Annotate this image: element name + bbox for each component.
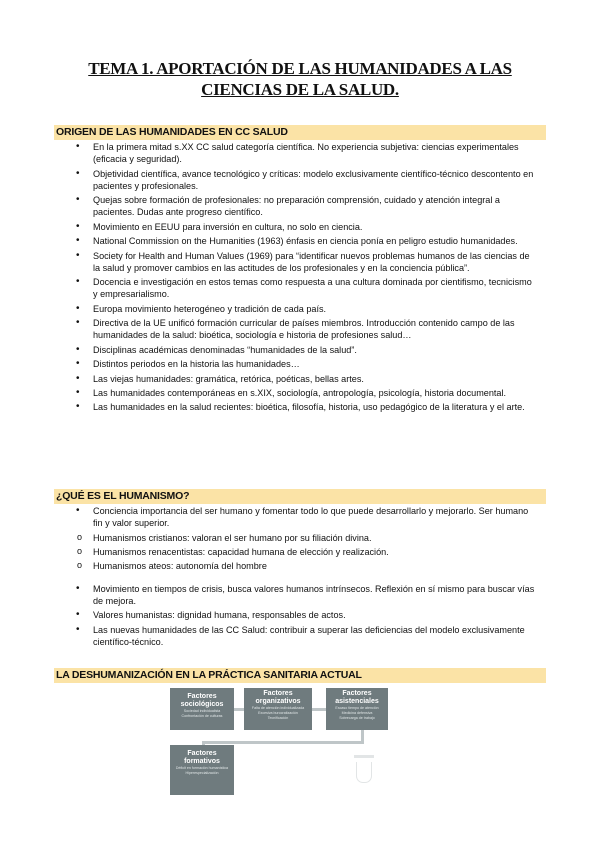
list-item: • Las nuevas humanidades de las CC Salud: contribuir a superar las deficiencias del modelo exclusivamente científico-técnico. (76, 624, 538, 648)
watermark-logo-icon (356, 762, 372, 783)
box-sub: Tecnificación (267, 716, 289, 720)
document-title (40, 58, 560, 100)
box-title: Factores formativos (184, 750, 220, 765)
box-sub: Excesiva burocratización (258, 711, 298, 715)
list-item: • Movimiento en tiempos de crisis, busca valores humanos intrínsecos. Reflexión en sí mismo para buscar vías de mejora. (76, 583, 538, 607)
list-item: o Humanismos renacentistas: capacidad humana de elección y realización. (76, 546, 538, 558)
origen-list (76, 141, 538, 416)
box-title: Factores asistenciales (335, 690, 379, 705)
list-item: • Las humanidades contemporáneas en s.XIX, sociología, antropología, psicología, historia documental. (76, 387, 538, 399)
box-factores-formativos (170, 745, 234, 795)
watermark-logo-icon (354, 755, 374, 758)
title-line-2: CIENCIAS DE LA SALUD. (201, 80, 399, 99)
box-factores-organizativos (244, 688, 312, 730)
box-sub: Confrontación de culturas (181, 714, 223, 718)
list-item: • Disciplinas académicas denominadas “humanidades de la salud”. (76, 344, 538, 356)
box-title: Factores sociológicos (180, 693, 224, 708)
box-sub: Escaso tiempo de atención (335, 706, 379, 710)
humanismo-list (76, 505, 538, 650)
connector (202, 741, 364, 744)
list-item: • En la primera mitad s.XX CC salud categoría científica. No experiencia subjetiva: ciencias experimentales (eficacia y seguridad). (76, 141, 538, 165)
connector (234, 708, 244, 711)
box-sub: Medicina defensiva (341, 711, 373, 715)
list-item: o Humanismos ateos: autonomía del hombre (76, 560, 538, 572)
list-item: • Valores humanistas: dignidad humana, responsables de actos. (76, 609, 538, 621)
box-sub: Sociedad individualista (183, 709, 221, 713)
box-factores-asistenciales (326, 688, 388, 730)
list-item: • Las humanidades en la salud recientes: bioética, filosofía, historia, uso pedagógico de la literatura y el arte. (76, 401, 538, 413)
title-line-1: TEMA 1. APORTACIÓN DE LAS HUMANIDADES A LAS (88, 59, 512, 78)
box-sub: Déficit en formación humanística (175, 766, 229, 770)
list-item: • Directiva de la UE unificó formación curricular de países miembros. Introducción contenido campo de las humanidades de la salud: bioética, sociología e historia de profesiones salud… (76, 317, 538, 341)
list-item: • Conciencia importancia del ser humano y fomentar todo lo que puede desarrollarlo y mejorarlo. Ser humano fin y valor superior. (76, 505, 538, 529)
box-sub: Falta de atención individualizada (251, 706, 305, 710)
box-title: Factores organizativos (255, 690, 301, 705)
list-item: • Movimiento en EEUU para inversión en cultura, no solo en ciencia. (76, 221, 538, 233)
list-item: • National Commission on the Humanities (1963) énfasis en ciencia ponía en peligro estudio humanidades. (76, 235, 538, 247)
section-heading-deshumanizacion: LA DESHUMANIZACIÓN EN LA PRÁCTICA SANITARIA ACTUAL (54, 668, 546, 683)
list-item: • Society for Health and Human Values (1969) para “identificar nuevos problemas humanos de las ciencias de la salud y promover cambios en las actitudes de los profesionales y en la conciencia pública”. (76, 250, 538, 274)
factors-diagram (168, 688, 408, 840)
list-item: • Distintos periodos en la historia las humanidades… (76, 358, 538, 370)
box-sub: Sobrecarga de trabajo (339, 716, 375, 720)
box-factores-sociologicos (170, 688, 234, 730)
list-item: • Docencia e investigación en estos temas como respuesta a una cultura dominada por cientifismo, tecnicismo y empresarialismo. (76, 276, 538, 300)
list-item: • Quejas sobre formación de profesionales: no preparación comprensión, cuidado y atención integral a pacientes. Dudas ante progreso científico. (76, 194, 538, 218)
list-item: • Objetividad científica, avance tecnológico y críticas: modelo exclusivamente científico-técnico descontento en pacientes y profesionales. (76, 168, 538, 192)
section-heading-humanismo: ¿QUÉ ES EL HUMANISMO? (54, 489, 546, 504)
box-sub: Hiperespecialización (185, 771, 219, 775)
list-item: • Europa movimiento heterogéneo y tradición de cada país. (76, 303, 538, 315)
section-heading-origen: ORIGEN DE LAS HUMANIDADES EN CC SALUD (54, 125, 546, 140)
list-item: o Humanismos cristianos: valoran el ser humano por su filiación divina. (76, 532, 538, 544)
connector (312, 708, 326, 711)
list-item: • Las viejas humanidades: gramática, retórica, poéticas, bellas artes. (76, 373, 538, 385)
